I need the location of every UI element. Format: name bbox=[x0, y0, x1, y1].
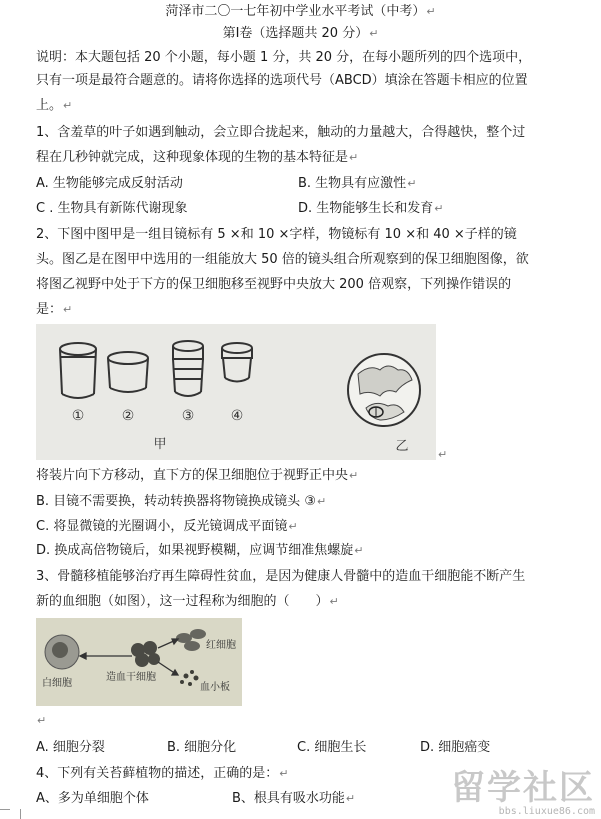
empty-paragraph-mark: ↵ bbox=[37, 714, 47, 727]
figure-label-jia: 甲 bbox=[153, 437, 167, 452]
q3-option-c: C. 细胞生长 bbox=[297, 740, 367, 755]
exam-title: 菏泽市二〇一七年初中学业水平考试（中考）↵ bbox=[165, 4, 436, 19]
q1-stem-line-1: 1、含羞草的叶子如遇到触动，会立即合拢起来，触动的力量越大，合得越快，整个过 bbox=[36, 125, 526, 140]
q3-option-a: A. 细胞分裂 bbox=[36, 740, 105, 755]
q2-stem-line-4: 是：↵ bbox=[36, 302, 73, 317]
red-cell-label: 红细胞 bbox=[206, 640, 236, 651]
q3-stem-line-1: 3、骨髓移植能够治疗再生障碍性贫血，是因为健康人骨髓中的造血干细胞能不断产生 bbox=[36, 569, 526, 584]
white-cell-icon bbox=[45, 635, 79, 669]
q2-stem-line-1: 2、下图中图甲是一组目镜标有 5 ×和 10 ×字样，物镜标有 10 ×和 40 ×子样的镜 bbox=[36, 227, 517, 242]
q1-option-d: D. 生物能够生长和发育↵ bbox=[298, 201, 444, 216]
q3-stem-line-2: 新的血细胞（如图），这一过程称为细胞的（ ）↵ bbox=[36, 594, 339, 609]
blood-cell-figure bbox=[36, 618, 242, 706]
q4-option-a: A、多为单细胞个体 bbox=[36, 791, 149, 806]
q1-option-c: C . 生物具有新陈代谢现象 bbox=[36, 201, 188, 216]
watermark-url: bbs.liuxue86.com bbox=[498, 806, 595, 817]
instruction-line-1: 说明：本大题包括 20 个小题，每小题 1 分，共 20 分，在每小题所列的四个选项中， bbox=[36, 50, 532, 65]
q2-stem-line-2: 头。图乙是在图甲中选用的一组能放大 50 倍的镜头组合所观察到的保卫细胞图像，欲 bbox=[36, 252, 529, 267]
instruction-line-2: 只有一项是最符合题意的。请将你选择的选项代号（ABCD）填涂在答题卡相应的位置 bbox=[36, 73, 528, 88]
page-corner-mark bbox=[10, 809, 21, 819]
q1-option-a: A. 生物能够完成反射活动 bbox=[36, 176, 183, 191]
q1-option-b: B. 生物具有应激性↵ bbox=[298, 176, 417, 191]
q2-option-c: C. 将显微镜的光圈调小，反光镜调成平面镜↵ bbox=[36, 519, 298, 534]
q2-option-d: D. 换成高倍物镜后，如果视野模糊，应调节细准焦螺旋↵ bbox=[36, 543, 364, 558]
q2-option-a: 将装片向下方移动，直下方的保卫细胞位于视野正中央↵ bbox=[36, 468, 359, 483]
instruction-line-3: 上。↵ bbox=[36, 98, 73, 113]
page-corner-mark bbox=[0, 799, 10, 810]
lens-label-3: ③ bbox=[181, 408, 195, 424]
watermark-text: 留学社区 bbox=[451, 768, 595, 808]
watermark-logo bbox=[451, 770, 595, 817]
figure-label-yi: 乙 bbox=[395, 439, 409, 454]
q1-stem-line-2: 程在几秒钟就完成，这种现象体现的生物的基本特征是↵ bbox=[36, 150, 359, 165]
lens-label-1: ① bbox=[71, 408, 85, 424]
q3-option-b: B. 细胞分化 bbox=[167, 740, 237, 755]
field-of-view-icon bbox=[348, 354, 420, 426]
white-cell-label: 白细胞 bbox=[42, 678, 72, 689]
q2-option-b: B. 目镜不需要换，转动转换器将物镜换成镜头 ③↵ bbox=[36, 494, 327, 509]
q4-stem: 4、下列有关苔藓植物的描述，正确的是：↵ bbox=[36, 766, 289, 781]
q4-option-b: B、根具有吸水功能↵ bbox=[232, 791, 356, 806]
microscope-figure bbox=[36, 324, 436, 460]
lens-label-2: ② bbox=[121, 408, 135, 424]
figure-paragraph-mark: ↵ bbox=[438, 448, 448, 461]
stem-cell-label: 造血干细胞 bbox=[106, 672, 156, 683]
section-title: 第Ⅰ卷（选择题共 20 分）↵ bbox=[222, 26, 379, 41]
q3-option-d: D. 细胞癌变 bbox=[420, 740, 491, 755]
lens-label-4: ④ bbox=[230, 408, 244, 424]
q2-stem-line-3: 将图乙视野中处于下方的保卫细胞移至视野中央放大 200 倍观察，下列操作错误的 bbox=[36, 277, 512, 292]
platelet-label: 血小板 bbox=[200, 682, 230, 693]
